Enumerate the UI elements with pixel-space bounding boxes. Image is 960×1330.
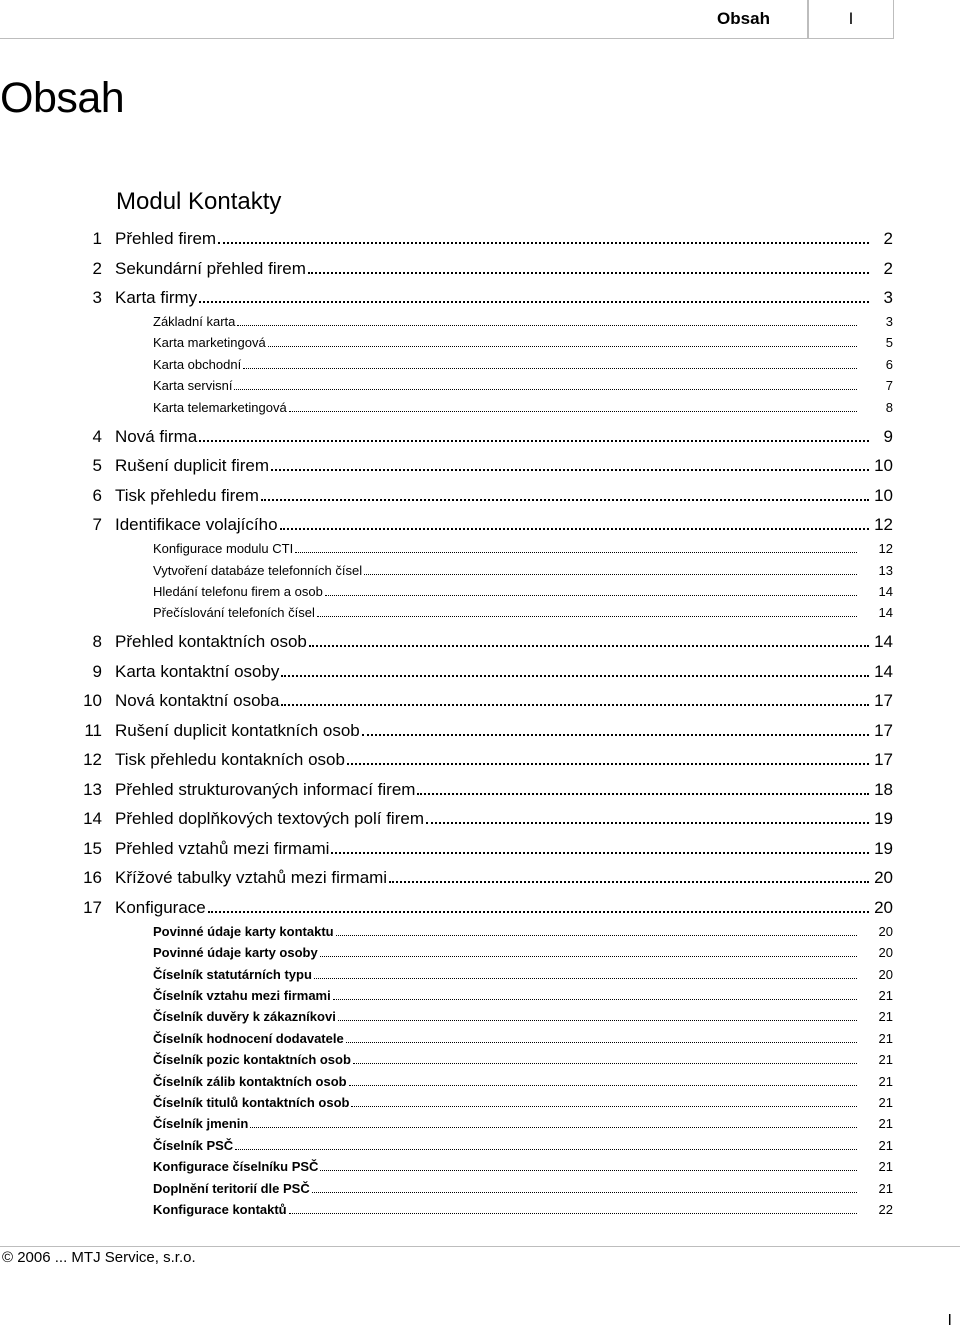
toc-entry-page-number: 22: [878, 1202, 893, 1217]
toc-entry-label: Doplnění teritorií dle PSČ: [153, 1179, 312, 1199]
toc-entry[interactable]: [0, 512, 960, 541]
toc-entry-label: Tisk přehledu firem: [115, 483, 261, 509]
toc-subentry[interactable]: [0, 603, 960, 624]
running-header: [680, 0, 894, 39]
toc-subentry[interactable]: [0, 1029, 960, 1050]
toc-entry-page-number: 14: [874, 632, 893, 652]
toc-entry[interactable]: [0, 483, 960, 512]
toc-dot-leader: [364, 574, 857, 575]
toc-subentry[interactable]: [0, 943, 960, 964]
toc-subentry[interactable]: [0, 1136, 960, 1157]
toc-dot-leader: [308, 272, 869, 274]
toc-dot-leader: [353, 1063, 857, 1064]
toc-entry[interactable]: [0, 747, 960, 776]
toc-entry-label: Základní karta: [153, 312, 237, 332]
toc-entry-number: 10: [83, 691, 102, 711]
toc-entry-page-number: 3: [885, 314, 893, 329]
toc-dot-leader: [349, 1085, 857, 1086]
toc-entry-label: Rušení duplicit firem: [115, 453, 271, 479]
toc-entry[interactable]: [0, 895, 960, 924]
toc-entry-label: Křížové tabulky vztahů mezi firmami: [115, 865, 389, 891]
toc-dot-leader: [338, 1020, 857, 1021]
toc-dot-leader: [289, 411, 857, 412]
toc-dot-leader: [281, 704, 869, 706]
toc-subentry[interactable]: [0, 1093, 960, 1114]
toc-entry-label: Číselník titulů kontaktních osob: [153, 1093, 351, 1113]
toc-entry-number: 8: [92, 632, 102, 652]
toc-entry-label: Číselník pozic kontaktních osob: [153, 1050, 353, 1070]
toc-dot-leader: [268, 346, 857, 347]
toc-dot-leader: [289, 1213, 857, 1214]
toc-entry-page-number: 21: [878, 1009, 893, 1025]
toc-entry-page-number: 8: [885, 399, 893, 415]
toc-entry-page-number: 12: [874, 515, 893, 535]
toc-entry-page-number: 21: [878, 1030, 893, 1046]
toc-dot-leader: [281, 675, 869, 677]
toc-entry-label: Karta marketingová: [153, 333, 268, 353]
toc-entry[interactable]: [0, 688, 960, 717]
toc-entry-number: 4: [92, 426, 102, 446]
toc-subentry[interactable]: [0, 333, 960, 354]
toc-entry-page-number: 21: [878, 1052, 893, 1068]
toc-entry-number: 1: [92, 229, 102, 248]
toc-entry-page-number: 3: [883, 288, 893, 307]
toc-entry-label: Číselník PSČ: [153, 1136, 235, 1156]
toc-dot-leader: [235, 1149, 857, 1150]
toc-entry[interactable]: [0, 865, 960, 894]
toc-subentry[interactable]: [0, 582, 960, 603]
toc-entry-page-number: 20: [878, 966, 893, 982]
toc-entry-page-number: 14: [878, 605, 893, 621]
toc-dot-leader: [199, 440, 869, 442]
toc-subentry[interactable]: [0, 561, 960, 582]
toc-entry-page-number: 21: [878, 1095, 893, 1110]
toc-entry-page-number: 21: [878, 1159, 893, 1175]
toc-subentry[interactable]: [0, 1007, 960, 1028]
toc-dot-leader: [389, 881, 869, 883]
toc-entry-number: 7: [92, 515, 102, 535]
toc-entry-page-number: 14: [878, 583, 893, 599]
toc-entry-number: 14: [83, 809, 102, 829]
toc-entry-page-number: 9: [883, 426, 893, 446]
toc-entry-number: 5: [92, 456, 102, 476]
toc-dot-leader: [320, 956, 857, 957]
toc-dot-leader: [218, 242, 869, 244]
toc-entry[interactable]: [0, 226, 960, 255]
toc-entry-label: Číselník zálib kontaktních osob: [153, 1072, 349, 1092]
toc-dot-leader: [250, 1127, 857, 1128]
toc-subentry[interactable]: [0, 1114, 960, 1135]
toc-entry-number: 15: [83, 838, 102, 858]
toc-entry-label: Povinné údaje karty kontaktu: [153, 922, 336, 942]
toc-dot-leader: [336, 935, 857, 936]
toc-entry-label: Hledání telefonu firem a osob: [153, 582, 325, 602]
toc-entry-page-number: 20: [874, 897, 893, 917]
toc-entry-label: Přehled firem: [115, 226, 218, 252]
toc-dot-leader: [347, 763, 869, 765]
toc-dot-leader: [351, 1106, 857, 1107]
toc-entry-page-number: 17: [874, 720, 893, 740]
toc-entry-label: Číselník jmenin: [153, 1114, 250, 1134]
toc-entry-number: 9: [92, 661, 102, 681]
running-header-page-number: I: [808, 0, 894, 39]
toc-entry-page-number: 13: [878, 562, 893, 578]
toc-subentry[interactable]: [0, 539, 960, 560]
toc-entry-label: Nová kontaktní osoba: [115, 688, 281, 714]
toc-entry-page-number: 20: [874, 868, 893, 888]
toc-entry[interactable]: [0, 718, 960, 747]
toc-entry-number: 13: [83, 779, 102, 799]
toc-dot-leader: [426, 822, 869, 824]
module-title: Modul Kontakty: [116, 188, 282, 215]
toc-entry-label: Přehled kontaktních osob: [115, 629, 309, 655]
toc-entry-number: 11: [84, 720, 102, 740]
toc-entry-label: Karta kontaktní osoby: [115, 659, 281, 685]
toc-entry-page-number: 21: [878, 1116, 893, 1132]
toc-entry[interactable]: [0, 424, 960, 453]
toc-entry-label: Přehled doplňkových textových polí firem: [115, 806, 426, 832]
toc-entry-page-number: 10: [874, 456, 893, 476]
toc-entry-page-number: 19: [874, 809, 893, 829]
toc-entry-page-number: 20: [878, 923, 893, 939]
toc-entry-number: 2: [92, 258, 102, 278]
toc-entry-label: Číselník vztahu mezi firmami: [153, 986, 333, 1006]
toc-dot-leader: [208, 911, 869, 913]
toc-entry-label: Nová firma: [115, 424, 199, 450]
page-title: Obsah: [0, 74, 125, 122]
toc-entry-label: Tisk přehledu kontakních osob: [115, 747, 347, 773]
toc-entry-label: Vytvoření databáze telefonních čísel: [153, 561, 364, 581]
toc-subentry[interactable]: [0, 1179, 960, 1200]
toc-entry-number: 17: [83, 897, 102, 917]
toc-entry[interactable]: [0, 806, 960, 835]
toc-entry-number: 16: [83, 868, 102, 888]
toc-subentry[interactable]: [0, 1200, 960, 1221]
toc-entry-page-number: 10: [874, 485, 893, 505]
toc-entry[interactable]: [0, 659, 960, 688]
toc-dot-leader: [280, 528, 869, 530]
toc-entry-label: Číselník hodnocení dodavatele: [153, 1029, 346, 1049]
toc-entry-label: Rušení duplicit kontatkních osob: [115, 718, 362, 744]
toc-dot-leader: [309, 645, 869, 647]
toc-entry-page-number: 21: [878, 1073, 893, 1089]
toc-entry-label: Identifikace volajícího: [115, 512, 280, 538]
toc-subentry[interactable]: [0, 1157, 960, 1178]
toc-entry-label: Karta firmy: [115, 285, 199, 311]
toc-subentry[interactable]: [0, 398, 960, 419]
toc-entry-label: Povinné údaje karty osoby: [153, 943, 320, 963]
toc-entry-page-number: 7: [885, 378, 893, 394]
toc-dot-leader: [417, 793, 869, 795]
toc-entry-label: Konfigurace kontaktů: [153, 1200, 289, 1220]
footer-copyright: © 2006 ... MTJ Service, s.r.o.: [2, 1249, 196, 1266]
toc-entry-page-number: 17: [874, 691, 893, 711]
toc-entry-page-number: 2: [883, 258, 893, 278]
toc-entry-label: Konfigurace modulu CTI: [153, 539, 295, 559]
toc-entry-label: Přehled strukturovaných informací firem: [115, 777, 417, 803]
toc-dot-leader: [261, 499, 869, 501]
toc-entry-number: 12: [83, 750, 102, 770]
toc-dot-leader: [199, 301, 869, 303]
toc-dot-leader: [295, 552, 857, 553]
toc-entry-page-number: 17: [874, 750, 893, 770]
toc-entry-label: Přečíslování telefoních čísel: [153, 603, 317, 623]
footer-page-number: I: [947, 1312, 952, 1329]
toc-entry[interactable]: [0, 629, 960, 658]
toc-entry-label: Sekundární přehled firem: [115, 256, 308, 282]
toc-dot-leader: [234, 389, 857, 390]
toc-entry-page-number: 21: [878, 988, 893, 1003]
toc-dot-leader: [314, 978, 857, 979]
toc-entry-label: Číselník statutárních typu: [153, 965, 314, 985]
footer-rule: [0, 1246, 960, 1247]
toc-entry-page-number: 21: [878, 1137, 893, 1153]
toc-dot-leader: [346, 1042, 857, 1043]
toc-entry-page-number: 19: [874, 838, 893, 858]
toc-subentry[interactable]: [0, 1050, 960, 1071]
toc-dot-leader: [237, 325, 857, 326]
toc-dot-leader: [333, 999, 857, 1000]
toc-dot-leader: [317, 616, 857, 617]
toc-subentry[interactable]: [0, 1072, 960, 1093]
toc-entry-label: Karta telemarketingová: [153, 398, 289, 418]
toc-entry-page-number: 12: [878, 541, 893, 557]
toc-dot-leader: [243, 368, 857, 369]
toc-subentry[interactable]: [0, 922, 960, 943]
toc-entry-label: Konfigurace číselníku PSČ: [153, 1157, 320, 1177]
toc-dot-leader: [362, 734, 869, 736]
toc-entry-label: Karta obchodní: [153, 355, 243, 375]
toc-subentry[interactable]: [0, 965, 960, 986]
toc-subentry[interactable]: [0, 355, 960, 376]
toc-entry-page-number: 6: [885, 356, 893, 372]
toc-dot-leader: [331, 852, 869, 854]
running-header-title: Obsah: [680, 0, 808, 39]
toc-dot-leader: [325, 595, 857, 596]
toc-dot-leader: [271, 469, 869, 471]
toc-subentry[interactable]: [0, 312, 960, 333]
toc-entry-number: 3: [92, 288, 102, 307]
header-rule: [0, 38, 680, 39]
toc-dot-leader: [312, 1192, 857, 1193]
toc-entry-page-number: 21: [878, 1180, 893, 1196]
toc-entry-label: Karta servisní: [153, 376, 234, 396]
toc-subentry[interactable]: [0, 986, 960, 1007]
toc-entry-page-number: 2: [883, 229, 893, 248]
toc-entry[interactable]: [0, 836, 960, 865]
toc-entry-label: Číselník duvěry k zákazníkovi: [153, 1007, 338, 1027]
toc-entry[interactable]: [0, 453, 960, 482]
toc-dot-leader: [320, 1170, 857, 1171]
toc-entry-label: Přehled vztahů mezi firmami: [115, 836, 331, 862]
toc-entry-number: 6: [92, 485, 102, 505]
toc-subentry[interactable]: [0, 376, 960, 397]
toc-entry-label: Konfigurace: [115, 895, 208, 921]
toc-entry-page-number: 20: [878, 945, 893, 961]
toc-entry-page-number: 18: [874, 779, 893, 799]
toc-entry-page-number: 14: [874, 661, 893, 681]
toc-entry[interactable]: [0, 256, 960, 285]
toc-entry[interactable]: [0, 285, 960, 314]
toc-entry[interactable]: [0, 777, 960, 806]
toc-entry-page-number: 5: [885, 335, 893, 351]
